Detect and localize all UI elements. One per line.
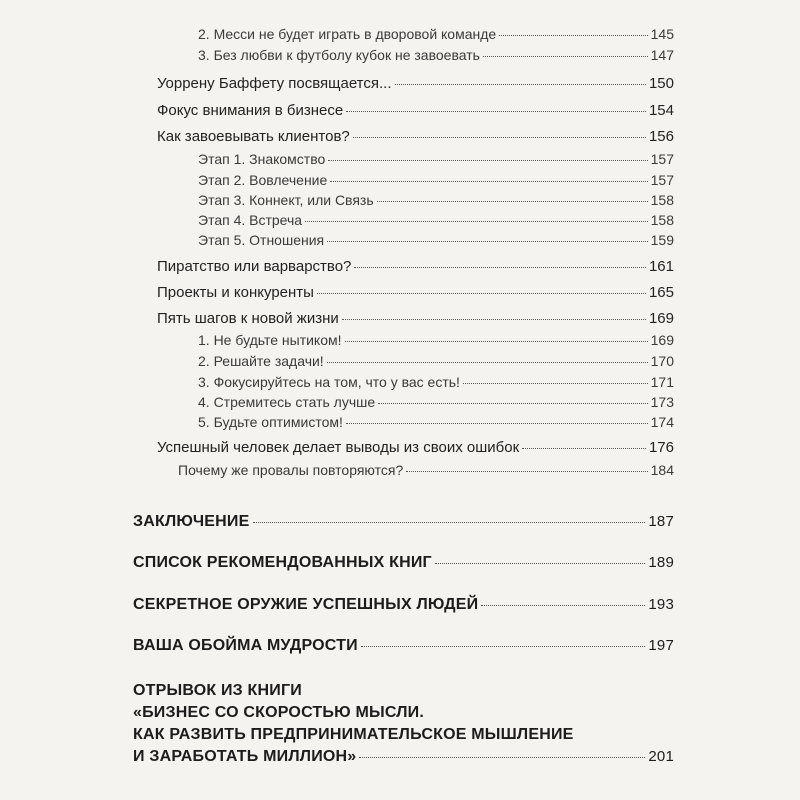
toc-entry-page: 173: [650, 394, 674, 410]
toc-entry[interactable]: [198, 332, 674, 348]
toc-entry-page: 169: [648, 310, 674, 327]
toc-entry[interactable]: [157, 284, 674, 301]
toc-entry-page: 147: [650, 47, 674, 63]
toc-entry[interactable]: [157, 439, 674, 456]
toc-entry-page: 158: [650, 192, 674, 208]
excerpt-line: КАК РАЗВИТЬ ПРЕДПРИНИМАТЕЛЬСКОЕ МЫШЛЕНИЕ: [133, 726, 574, 743]
excerpt-line: «БИЗНЕС СО СКОРОСТЬЮ МЫСЛИ.: [133, 704, 424, 721]
toc-chapter-title: СПИСОК РЕКОМЕНДОВАННЫХ КНИГ: [133, 554, 432, 571]
toc-entry-page: 171: [650, 374, 674, 390]
toc-entry[interactable]: [198, 47, 674, 63]
toc-entry[interactable]: [157, 75, 674, 92]
leader-dots: [361, 646, 646, 647]
toc-entry[interactable]: [198, 374, 674, 390]
leader-dots: [328, 160, 647, 161]
toc-entry[interactable]: [198, 212, 674, 228]
leader-dots: [354, 267, 646, 268]
toc-entry-title: Пять шагов к новой жизни: [157, 310, 339, 327]
leader-dots: [377, 201, 648, 202]
leader-dots: [406, 471, 647, 472]
toc-entry-title: 2. Решайте задачи!: [198, 353, 324, 369]
toc-entry[interactable]: [198, 353, 674, 369]
toc-entry-title: 4. Стремитесь стать лучше: [198, 394, 376, 410]
toc-chapter[interactable]: [133, 596, 674, 614]
toc-entry[interactable]: [157, 258, 674, 275]
leader-dots: [330, 181, 647, 182]
toc-chapter-title: ЗАКЛЮЧЕНИЕ: [133, 513, 250, 530]
leader-dots: [395, 84, 646, 85]
toc-entry-title: Почему же провалы повторяются?: [178, 462, 404, 478]
toc-entry-page: 184: [650, 462, 674, 478]
toc-entry-title: Фокус внимания в бизнесе: [157, 102, 344, 119]
toc-entry-page: 176: [648, 439, 674, 456]
leader-dots: [317, 293, 646, 294]
toc-entry-title: 2. Месси не будет играть в дворовой команде: [198, 26, 497, 42]
toc-entry-page: 165: [648, 284, 674, 301]
toc-entry-page: 150: [648, 75, 674, 92]
leader-dots: [481, 605, 645, 606]
excerpt-line: И ЗАРАБОТАТЬ МИЛЛИОН»: [133, 748, 357, 765]
toc-entry-title: Этап 5. Отношения: [198, 232, 325, 248]
toc-chapter-page: 193: [648, 596, 674, 613]
toc-chapter-page: 201: [648, 748, 674, 765]
toc-entry[interactable]: [157, 128, 674, 145]
leader-dots: [253, 522, 646, 523]
toc-entry-title: Уоррену Баффету посвящается...: [157, 75, 392, 92]
toc-excerpt[interactable]: [133, 680, 674, 768]
toc-entry-page: 158: [650, 212, 674, 228]
toc-entry-title: Как завоевывать клиентов?: [157, 128, 350, 145]
toc-entry-title: 3. Без любви к футболу кубок не завоевать: [198, 47, 480, 63]
leader-dots: [359, 757, 645, 758]
toc-entry-page: 159: [650, 232, 674, 248]
toc-entry-title: Этап 4. Встреча: [198, 212, 303, 228]
toc-chapter[interactable]: [133, 554, 674, 572]
toc-entry-page: 174: [650, 414, 674, 430]
leader-dots: [435, 563, 646, 564]
toc-entry-title: Пиратство или варварство?: [157, 258, 352, 275]
toc-entry-title: 1. Не будьте нытиком!: [198, 332, 342, 348]
toc-entry-page: 169: [650, 332, 674, 348]
toc-entry[interactable]: [198, 192, 674, 208]
toc-chapter-page: 197: [648, 637, 674, 654]
leader-dots: [346, 423, 648, 424]
toc-entry-title: 3. Фокусируйтесь на том, что у вас есть!: [198, 374, 460, 390]
toc-chapter-page: 187: [648, 513, 674, 530]
toc-chapter-title: ВАША ОБОЙМА МУДРОСТИ: [133, 637, 358, 654]
toc-entry-page: 170: [650, 353, 674, 369]
toc-entry-page: 145: [650, 26, 674, 42]
toc-entry[interactable]: [198, 394, 674, 410]
toc-entry-title: Проекты и конкуренты: [157, 284, 314, 301]
leader-dots: [463, 383, 648, 384]
leader-dots: [499, 35, 647, 36]
toc-entry[interactable]: [178, 462, 674, 478]
toc-entry[interactable]: [198, 172, 674, 188]
toc-entry-page: 157: [650, 151, 674, 167]
leader-dots: [353, 137, 646, 138]
toc-entry-page: 161: [648, 258, 674, 275]
toc-entry[interactable]: [198, 232, 674, 248]
leader-dots: [345, 341, 648, 342]
toc-chapter-title: СЕКРЕТНОЕ ОРУЖИЕ УСПЕШНЫХ ЛЮДЕЙ: [133, 596, 479, 613]
toc-entry-title: Этап 1. Знакомство: [198, 151, 326, 167]
toc-entry[interactable]: [157, 102, 674, 119]
leader-dots: [522, 448, 646, 449]
excerpt-line: ОТРЫВОК ИЗ КНИГИ: [133, 682, 302, 699]
excerpt-last-line: [133, 746, 674, 768]
toc-entry-title: Успешный человек делает выводы из своих ошибок: [157, 439, 520, 456]
toc-entry-title: 5. Будьте оптимистом!: [198, 414, 343, 430]
leader-dots: [378, 403, 648, 404]
toc-entry-page: 157: [650, 172, 674, 188]
toc-chapter[interactable]: [133, 513, 674, 531]
leader-dots: [342, 319, 646, 320]
toc-entry[interactable]: [198, 26, 674, 42]
toc-entry[interactable]: [157, 310, 674, 327]
toc-entry[interactable]: [198, 151, 674, 167]
leader-dots: [346, 111, 646, 112]
toc-chapter[interactable]: [133, 637, 674, 655]
leader-dots: [327, 362, 648, 363]
leader-dots: [305, 221, 648, 222]
toc-entry-title: Этап 2. Вовлечение: [198, 172, 328, 188]
toc-entry[interactable]: [198, 414, 674, 430]
toc-entry-page: 154: [648, 102, 674, 119]
toc-chapter-page: 189: [648, 554, 674, 571]
leader-dots: [327, 241, 648, 242]
toc-entry-page: 156: [648, 128, 674, 145]
toc-entry-title: Этап 3. Коннект, или Связь: [198, 192, 374, 208]
leader-dots: [483, 56, 648, 57]
